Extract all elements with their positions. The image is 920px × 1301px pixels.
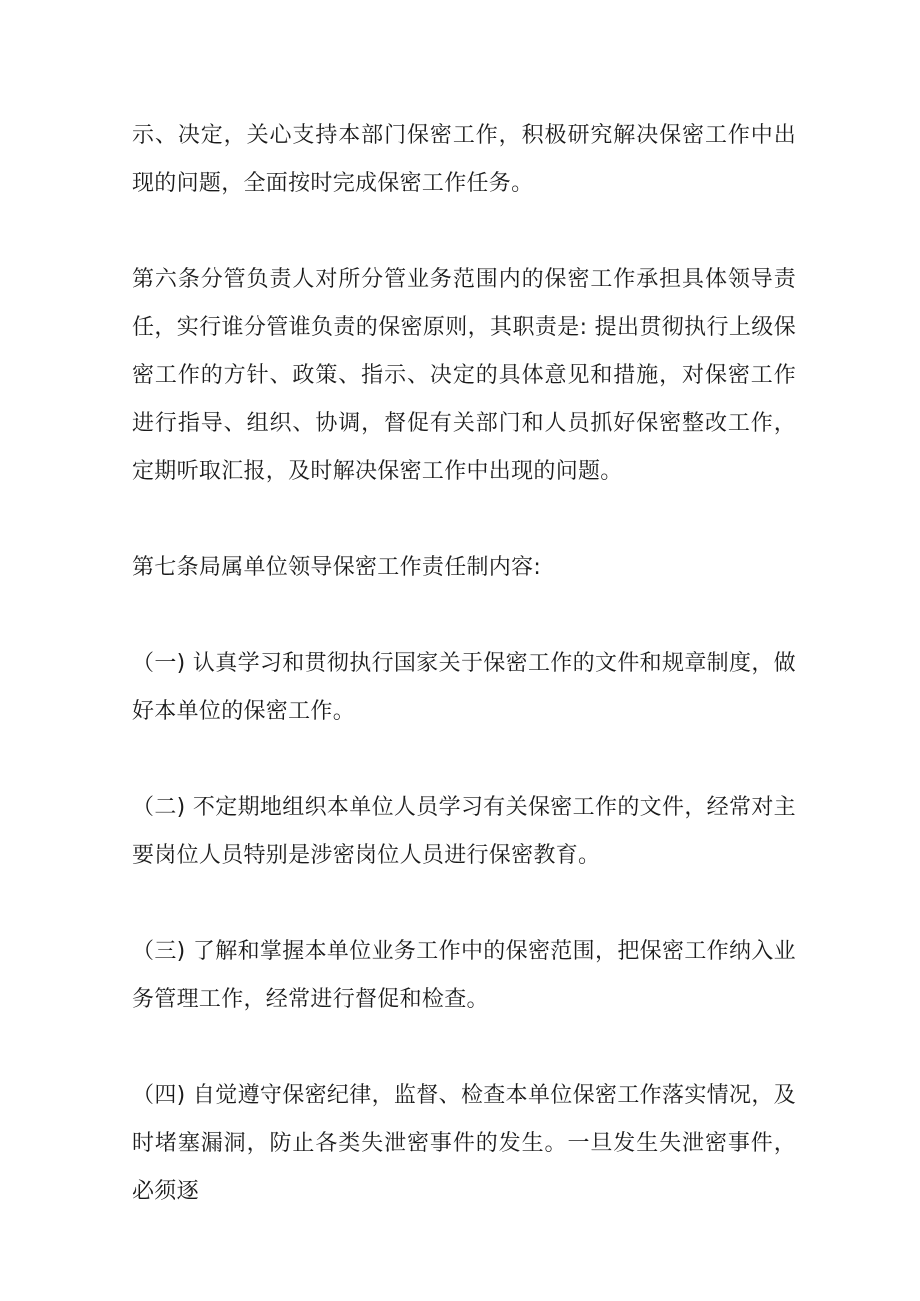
paragraph-item-2: （二) 不定期地组织本单位人员学习有关保密工作的文件，经常对主要岗位人员特别是涉密岗位人员进行保密教育。 xyxy=(132,795,796,868)
paragraph-article-7: 第七条局属单位领导保密工作责任制内容: xyxy=(132,555,542,580)
paragraph-item-1: （一) 认真学习和贯彻执行国家关于保密工作的文件和规章制度，做好本单位的保密工作。 xyxy=(132,651,796,724)
paragraph-item-4: （四) 自觉遵守保密纪律，监督、检查本单位保密工作落实情况，及时堵塞漏洞，防止各类失泄密事件的发生。一旦发生失泄密事件，必须逐 xyxy=(132,1083,796,1204)
paragraph-continuation: 示、决定，关心支持本部门保密工作，积极研究解决保密工作中出现的问题，全面按时完成保密工作任务。 xyxy=(132,123,796,196)
paragraph-item-3: （三) 了解和掌握本单位业务工作中的保密范围，把保密工作纳入业务管理工作，经常进行督促和检查。 xyxy=(132,939,796,1012)
paragraph-article-6: 第六条分管负责人对所分管业务范围内的保密工作承担具体领导责任，实行谁分管谁负责的保密原则，其职责是: 提出贯彻执行上级保密工作的方针、政策、指示、决定的具体意见和措施，对保密工作进行指导、组织、协调，督促有关部门和人员抓好保密整改工作，定期听取汇报，及时解决保密工作中出现的问题。 xyxy=(132,267,796,484)
